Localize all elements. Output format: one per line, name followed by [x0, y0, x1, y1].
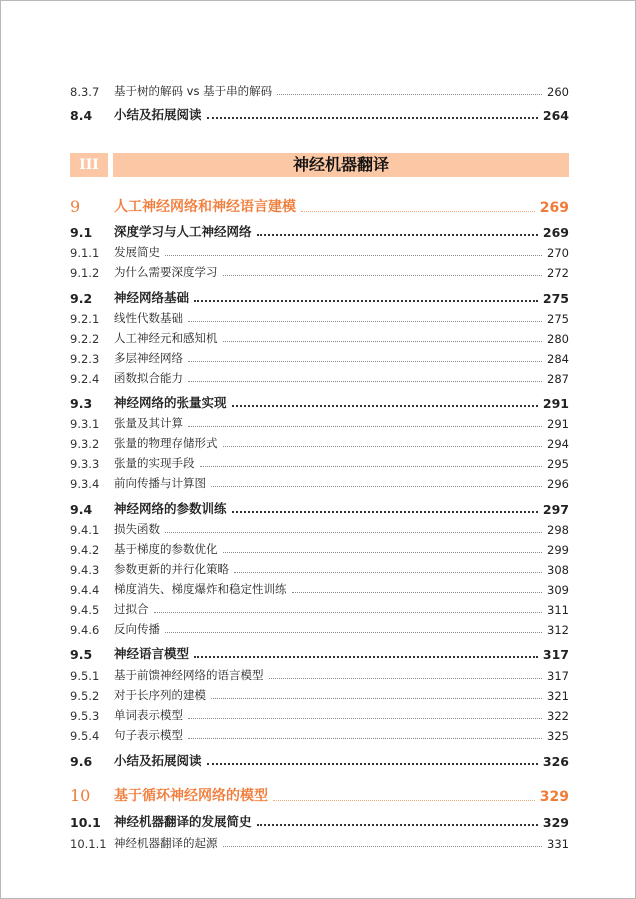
toc-entry-9-3-1[interactable]: [70, 415, 569, 431]
toc-entry-9-5-2[interactable]: [70, 687, 569, 703]
toc-entry-9-4-2[interactable]: [70, 541, 569, 557]
dot-leader: [292, 592, 543, 593]
entry-title: 小结及拓展阅读: [114, 753, 202, 768]
dot-leader: [165, 532, 542, 533]
entry-page: 291: [542, 396, 569, 411]
dot-leader: [277, 94, 542, 95]
entry-number: 9.4.6: [70, 623, 100, 637]
entry-page: 326: [542, 754, 569, 769]
entry-title: 多层神经网络: [114, 351, 183, 365]
dot-leader: [273, 800, 535, 801]
entry-number: 9.4.2: [70, 543, 100, 557]
entry-title: 张量的物理存储形式: [114, 436, 218, 450]
entry-page: 284: [547, 352, 569, 366]
entry-title: 神经机器翻译的起源: [114, 836, 218, 850]
dot-leader: [232, 405, 538, 407]
entry-page: 329: [542, 815, 569, 830]
entry-title: 张量的实现手段: [114, 456, 195, 470]
entry-number: 8.4: [70, 108, 93, 123]
dot-leader: [223, 446, 543, 447]
entry-title: 神经语言模型: [114, 646, 190, 661]
toc-entry-9-4-5[interactable]: [70, 601, 569, 617]
entry-page: 264: [542, 108, 569, 123]
entry-number: 9.2.4: [70, 372, 100, 386]
toc-entry-9-6[interactable]: [70, 751, 569, 769]
entry-page: 287: [547, 372, 569, 386]
entry-number: 9: [70, 197, 81, 216]
entry-page: 312: [547, 623, 569, 637]
entry-page: 298: [547, 523, 569, 537]
entry-number: 8.3.7: [70, 85, 100, 99]
toc-entry-9-4-6[interactable]: [70, 621, 569, 637]
entry-number: 9.5.1: [70, 669, 100, 683]
toc-entry-10-1[interactable]: [70, 812, 569, 830]
entry-number: 9.3.3: [70, 457, 100, 471]
toc-entry-9-2[interactable]: [70, 288, 569, 306]
entry-page: 331: [547, 837, 569, 851]
part-title: 神经机器翻译: [113, 153, 569, 177]
entry-title: 神经网络的参数训练: [114, 501, 227, 516]
entry-title: 单词表示模型: [114, 708, 183, 722]
entry-page: 308: [547, 563, 569, 577]
dot-leader: [223, 341, 543, 342]
entry-number: 9.2.1: [70, 312, 100, 326]
entry-title: 函数拟合能力: [114, 371, 183, 385]
entry-page: 329: [539, 789, 569, 805]
entry-title: 人工神经元和感知机: [114, 331, 218, 345]
entry-number: 9.5.4: [70, 729, 100, 743]
entry-number: 10.1: [70, 815, 101, 830]
entry-page: 260: [547, 85, 569, 99]
toc-entry-9-4[interactable]: [70, 499, 569, 517]
toc-entry-9-3[interactable]: [70, 393, 569, 411]
entry-number: 9.5.2: [70, 689, 100, 703]
entry-page: 297: [542, 502, 569, 517]
entry-page: 294: [547, 437, 569, 451]
toc-entry-10-1-1[interactable]: [70, 835, 569, 851]
entry-number: 9.3.4: [70, 477, 100, 491]
entry-number: 9.3: [70, 396, 93, 411]
entry-title: 小结及拓展阅读: [114, 107, 202, 122]
toc-entry-9-4-3[interactable]: [70, 561, 569, 577]
entry-page: 270: [547, 246, 569, 260]
dot-leader: [211, 486, 542, 487]
entry-number: 9.6: [70, 754, 93, 769]
entry-number: 9.2.2: [70, 332, 100, 346]
toc-entry-9-1[interactable]: [70, 222, 569, 240]
toc-entry-9-4-1[interactable]: [70, 521, 569, 537]
entry-page: 325: [547, 729, 569, 743]
entry-page: 295: [547, 457, 569, 471]
dot-leader: [194, 656, 538, 658]
dot-leader: [207, 763, 538, 765]
dot-leader: [188, 718, 542, 719]
entry-number: 9.5.3: [70, 709, 100, 723]
entry-number: 9.4: [70, 502, 93, 517]
entry-title: 基于树的解码 vs 基于串的解码: [114, 84, 273, 98]
entry-title: 梯度消失、梯度爆炸和稳定性训练: [114, 582, 287, 596]
toc-entry-9-1-1[interactable]: [70, 244, 569, 260]
dot-leader: [223, 275, 543, 276]
toc-entry-8-3-7[interactable]: [70, 83, 569, 99]
entry-title: 损失函数: [114, 522, 160, 536]
entry-page: 269: [539, 200, 569, 216]
entry-number: 9.1: [70, 225, 93, 240]
toc-chapter-9[interactable]: [70, 196, 569, 216]
entry-number: 9.2: [70, 291, 93, 306]
entry-title: 句子表示模型: [114, 728, 183, 742]
dot-leader: [194, 300, 538, 302]
entry-page: 299: [547, 543, 569, 557]
entry-page: 291: [547, 417, 569, 431]
toc-entry-9-2-1[interactable]: [70, 310, 569, 326]
entry-title: 线性代数基础: [114, 311, 183, 325]
entry-page: 296: [547, 477, 569, 491]
dot-leader: [207, 117, 538, 119]
toc-entry-9-5-3[interactable]: [70, 707, 569, 723]
toc-entry-9-4-4[interactable]: [70, 581, 569, 597]
dot-leader: [232, 511, 538, 513]
entry-number: 9.2.3: [70, 352, 100, 366]
entry-title: 发展简史: [114, 245, 160, 259]
entry-title: 基于梯度的参数优化: [114, 542, 218, 556]
toc-entry-9-2-4[interactable]: [70, 370, 569, 386]
entry-title: 神经机器翻译的发展简史: [114, 814, 252, 829]
toc-entry-9-2-2[interactable]: [70, 330, 569, 346]
dot-leader: [223, 846, 543, 847]
entry-number: 9.3.2: [70, 437, 100, 451]
entry-number: 10: [70, 786, 91, 805]
entry-page: 317: [542, 647, 569, 662]
toc-entry-9-5-4[interactable]: [70, 727, 569, 743]
entry-title: 神经网络基础: [114, 290, 190, 305]
entry-page: 269: [542, 225, 569, 240]
entry-number: 9.4.5: [70, 603, 100, 617]
dot-leader: [188, 361, 542, 362]
dot-leader: [188, 321, 542, 322]
dot-leader: [165, 255, 542, 256]
dot-leader: [154, 612, 543, 613]
entry-title: 过拟合: [114, 602, 149, 616]
entry-number: 10.1.1: [70, 837, 107, 851]
toc-entry-9-5[interactable]: [70, 644, 569, 662]
toc-entry-9-1-2[interactable]: [70, 264, 569, 280]
dot-leader: [257, 824, 538, 826]
toc-entry-9-5-1[interactable]: [70, 667, 569, 683]
dot-leader: [211, 698, 542, 699]
entry-title: 对于长序列的建模: [114, 688, 206, 702]
toc-entry-9-3-4[interactable]: [70, 475, 569, 491]
dot-leader: [165, 632, 542, 633]
toc-entry-9-3-3[interactable]: [70, 455, 569, 471]
entry-title: 参数更新的并行化策略: [114, 562, 229, 576]
entry-number: 9.4.3: [70, 563, 100, 577]
entry-page: 309: [547, 583, 569, 597]
dot-leader: [234, 572, 542, 573]
entry-title: 人工神经网络和神经语言建模: [114, 199, 296, 215]
part-banner: [70, 153, 569, 177]
dot-leader: [257, 234, 538, 236]
entry-page: 275: [547, 312, 569, 326]
toc-entry-8-4[interactable]: [70, 105, 569, 123]
toc-entry-9-2-3[interactable]: [70, 350, 569, 366]
dot-leader: [188, 381, 542, 382]
entry-page: 317: [547, 669, 569, 683]
entry-page: 322: [547, 709, 569, 723]
entry-page: 275: [542, 291, 569, 306]
dot-leader: [188, 426, 542, 427]
entry-number: 9.1.2: [70, 266, 100, 280]
dot-leader: [188, 738, 542, 739]
entry-title: 基于前馈神经网络的语言模型: [114, 668, 264, 682]
dot-leader: [200, 466, 543, 467]
entry-number: 9.4.1: [70, 523, 100, 537]
dot-leader: [301, 211, 535, 212]
entry-number: 9.3.1: [70, 417, 100, 431]
entry-number: 9.1.1: [70, 246, 100, 260]
entry-title: 深度学习与人工神经网络: [114, 224, 252, 239]
dot-leader: [269, 678, 543, 679]
entry-title: 前向传播与计算图: [114, 476, 206, 490]
entry-title: 神经网络的张量实现: [114, 395, 227, 410]
entry-page: 321: [547, 689, 569, 703]
entry-page: 311: [547, 603, 569, 617]
entry-title: 反向传播: [114, 622, 160, 636]
toc-entry-9-3-2[interactable]: [70, 435, 569, 451]
entry-page: 280: [547, 332, 569, 346]
entry-number: 9.5: [70, 647, 93, 662]
part-number: III: [70, 153, 108, 177]
entry-title: 基于循环神经网络的模型: [114, 788, 268, 804]
dot-leader: [223, 552, 543, 553]
entry-page: 272: [547, 266, 569, 280]
entry-title: 张量及其计算: [114, 416, 183, 430]
toc-chapter-10[interactable]: [70, 785, 569, 805]
entry-number: 9.4.4: [70, 583, 100, 597]
entry-title: 为什么需要深度学习: [114, 265, 218, 279]
